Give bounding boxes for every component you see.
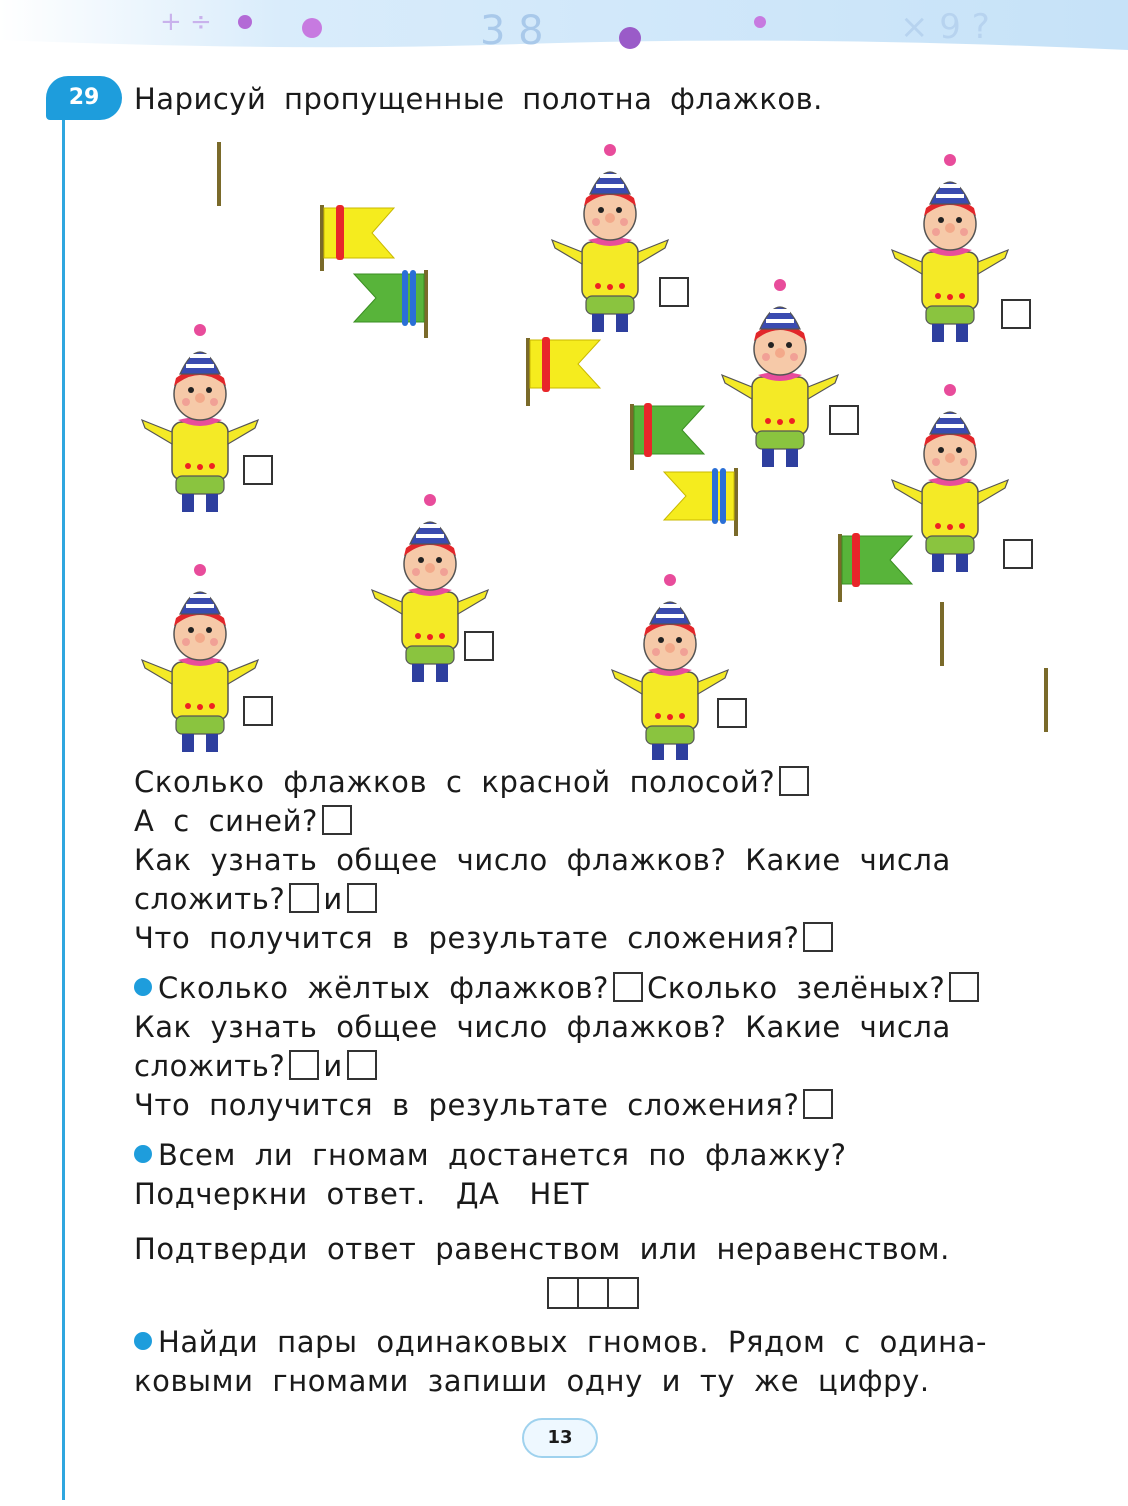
answer-box[interactable] xyxy=(289,1050,319,1080)
question-confirm: Подтверди ответ равенством или неравенством. xyxy=(134,1232,950,1266)
question-add-1: сложить? и xyxy=(134,881,381,917)
flag-icon xyxy=(838,533,912,602)
question-pairs-line1: Найди пары одинаковых гномов. Рядом с одина- xyxy=(134,1324,987,1360)
answer-no[interactable]: НЕТ xyxy=(529,1177,590,1211)
question-gnomes-flags: Всем ли гномам достанется по флажку? xyxy=(134,1137,847,1173)
svg-text:+ ÷: + ÷ xyxy=(160,7,212,37)
bullet-icon xyxy=(134,1145,152,1163)
gnome-icon xyxy=(722,279,838,467)
question-total-1: Как узнать общее число флажков? Какие числа xyxy=(134,843,951,877)
gnome-icon xyxy=(142,564,258,752)
equation-cell[interactable] xyxy=(607,1277,639,1309)
equation-boxes[interactable] xyxy=(549,1277,639,1309)
exercise-title: Нарисуй пропущенные полотна флажков. xyxy=(134,82,823,116)
question-add-2: сложить? и xyxy=(134,1048,381,1084)
question-result-1: Что получится в результате сложения? xyxy=(134,920,837,956)
answer-yes[interactable]: ДА xyxy=(455,1177,500,1211)
answer-box[interactable] xyxy=(949,972,979,1002)
gnome-icon xyxy=(892,384,1008,572)
gnome-icon xyxy=(552,144,668,332)
equation-cell[interactable] xyxy=(547,1277,579,1309)
answer-box[interactable] xyxy=(347,1050,377,1080)
flag-icon xyxy=(664,468,738,536)
flagpole-icon xyxy=(940,602,944,666)
flagpole-icon xyxy=(217,142,221,206)
question-pairs-line2: ковыми гномами запиши одну и ту же цифру. xyxy=(134,1364,930,1398)
illustration xyxy=(0,130,1128,760)
bullet-icon xyxy=(134,1332,152,1350)
question-total-2: Как узнать общее число флажков? Какие числа xyxy=(134,1010,951,1044)
question-blue-stripe: А с синей? xyxy=(134,803,356,839)
gnome-icon xyxy=(892,154,1008,342)
bullet-icon xyxy=(134,978,152,996)
answer-box[interactable] xyxy=(803,922,833,952)
svg-text:3 8: 3 8 xyxy=(480,8,544,54)
flag-icon xyxy=(630,403,704,470)
answer-box[interactable] xyxy=(322,805,352,835)
question-red-stripe: Сколько флажков с красной полосой? xyxy=(134,764,813,800)
question-underline: Подчеркни ответ. ДА НЕТ xyxy=(134,1177,590,1211)
answer-box[interactable] xyxy=(803,1089,833,1119)
flag-icon xyxy=(320,205,394,271)
header-banner xyxy=(0,0,1128,62)
flagpole-icon xyxy=(1044,668,1048,732)
answer-box[interactable] xyxy=(613,972,643,1002)
question-yellow-green: Сколько жёлтых флажков? Сколько зелёных? xyxy=(134,970,983,1006)
question-result-2: Что получится в результате сложения? xyxy=(134,1087,837,1123)
answer-box[interactable] xyxy=(347,883,377,913)
gnome-icon xyxy=(142,324,258,512)
page-number: 13 xyxy=(522,1418,598,1458)
answer-box[interactable] xyxy=(779,766,809,796)
svg-text:× 9 ?: × 9 ? xyxy=(900,7,990,47)
exercise-number-badge: 29 xyxy=(46,76,122,120)
gnome-icon xyxy=(612,574,728,760)
flag-icon xyxy=(354,270,428,338)
equation-cell[interactable] xyxy=(577,1277,609,1309)
flag-icon xyxy=(526,337,600,406)
answer-box[interactable] xyxy=(289,883,319,913)
